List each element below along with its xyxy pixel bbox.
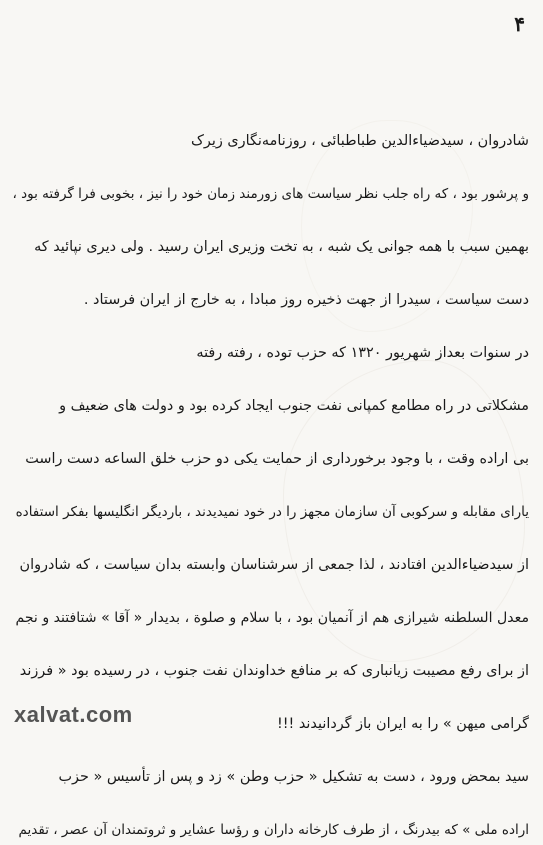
text-line: از سیدضیاءالدین افتادند ، لذا جمعی از سرشناسان وابسته بدان سیاست ، که شادروان (19, 557, 529, 573)
text-line: سید بمحض ورود ، دست به تشکیل « حزب وطن » زد و پس از تأسیس « حزب (58, 769, 529, 785)
text-line: یارای مقابله و سرکوبی آن سازمان مجهز را در خود نمیدیدند ، باردیگر انگلیسها بفکر استفاده (15, 504, 529, 520)
text-line: مشکلاتی در راه مطامع کمپانی نفت جنوب ایجاد کرده بود و دولت های ضعیف و (59, 398, 529, 414)
text-line: دست سیاست ، سیدرا از جهت ذخیره روز مبادا ، به خارج از ایران فرستاد . (83, 292, 529, 308)
body-text (12, 115, 529, 845)
text-line: در سنوات بعداز شهریور ۱۳۲۰ که حزب توده ، رفته رفته (196, 345, 529, 361)
text-line: و پرشور بود ، که راه جلب نظر سیاست های زورمند زمان خود را نیز ، بخوبی فرا گرفته بود ، (12, 186, 529, 202)
page-number: ۴ (514, 12, 525, 36)
watermark: xalvat.com (14, 702, 133, 727)
text-line: بهمین سبب با همه جوانی یک شبه ، به تخت وزیری ایران رسید . ولی دیری نپائید که (34, 239, 529, 255)
text-line: گرامی میهن » را به ایران باز گردانیدند !!! (276, 716, 529, 732)
text-line: اراده ملی » که بیدرنگ ، از طرف کارخانه داران و رؤسا عشایر و ثروتمندان آن عصر ، تقدیم (18, 822, 529, 838)
text-line: از برای رفع مصیبت زیانباری که بر منافع خداوندان نفت جنوب ، در رسیده بود « فرزند (19, 663, 529, 679)
text-line: شادروان ، سیدضیاءالدین طباطبائی ، روزنامه‌نگاری زیرک (191, 133, 529, 149)
text-line: بی اراده وقت ، با وجود برخورداری از حمایت یکی دو حزب خلق الساعه دست راست (25, 451, 529, 467)
text-line: معدل السلطنه شیرازی هم از آنمیان بود ، با سلام و صلوة ، بدیدار « آقا » شتافتند و نجم (15, 610, 529, 626)
